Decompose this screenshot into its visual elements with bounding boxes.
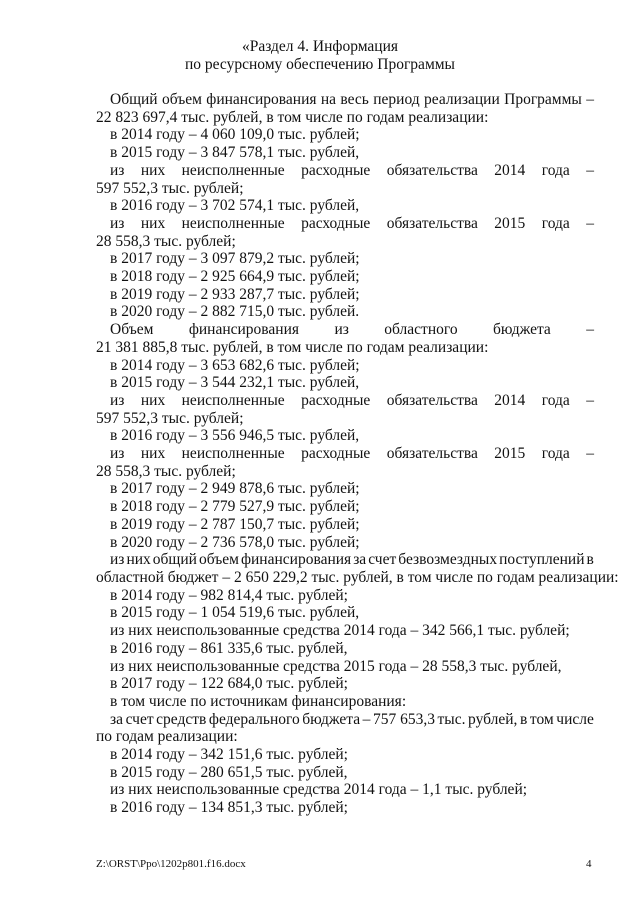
- word: за: [110, 710, 124, 728]
- word: 2015: [494, 214, 526, 232]
- word: неисполненные: [181, 445, 285, 463]
- word: бюджета: [493, 321, 551, 339]
- word: –: [586, 161, 594, 179]
- word: в: [586, 551, 594, 569]
- word: поступлений: [499, 551, 585, 569]
- word: рублей,: [468, 710, 518, 728]
- word: реализации: [424, 91, 500, 108]
- text-line: в 2014 году – 342 151,6 тыс. рублей;: [110, 746, 348, 764]
- word: обязательства: [386, 214, 478, 232]
- word: расходные: [301, 391, 371, 409]
- text-line: в 2014 году – 982 814,4 тыс. рублей;: [110, 586, 348, 604]
- word: 2014: [494, 391, 526, 409]
- text-line: в 2017 году – 2 949 878,6 тыс. рублей;: [110, 480, 360, 498]
- word: обязательства: [386, 445, 478, 463]
- word: финансирования: [240, 551, 352, 569]
- word: финансирования: [206, 91, 317, 108]
- word: неисполненные: [181, 214, 285, 232]
- word: –: [586, 91, 594, 108]
- word: –: [586, 214, 594, 232]
- footer-page-number: 4: [586, 858, 592, 870]
- text-line: областной бюджет – 2 650 229,2 тыс. рублей, в том числе по годам реализации:: [96, 568, 619, 586]
- text-line: [96, 215, 594, 233]
- text-line: в 2016 году – 861 335,6 тыс. рублей,: [110, 639, 348, 657]
- word: них: [140, 391, 166, 409]
- word: них: [140, 214, 166, 232]
- word: расходные: [301, 445, 371, 463]
- word: –: [586, 445, 594, 463]
- word: общий: [152, 551, 197, 569]
- text-line: в 2017 году – 122 684,0 тыс. рублей;: [110, 675, 348, 693]
- word: в: [520, 710, 528, 728]
- text-line: 21 381 885,8 тыс. рублей, в том числе по годам реализации:: [96, 338, 489, 356]
- word: года: [541, 214, 570, 232]
- word: из: [110, 214, 125, 232]
- text-line: в том числе по источникам финансирования:: [110, 692, 407, 710]
- word: Программы: [504, 91, 582, 108]
- text-line: в 2018 году – 2 925 664,9 тыс. рублей;: [110, 268, 360, 286]
- word: числе: [556, 710, 594, 728]
- text-line: [96, 551, 594, 569]
- text-line: из них неиспользованные средства 2015 года – 28 558,3 тыс. рублей,: [110, 657, 562, 675]
- word: неисполненные: [181, 161, 285, 179]
- section-title-line-1: «Раздел 4. Информация: [241, 38, 399, 55]
- text-line: из них неиспользованные средства 2014 года – 342 566,1 тыс. рублей;: [110, 622, 570, 640]
- text-line: 22 823 697,4 тыс. рублей, в том числе по годам реализации:: [96, 108, 489, 126]
- text-line: в 2015 году – 3 544 232,1 тыс. рублей,: [110, 374, 360, 392]
- word: –: [362, 710, 371, 728]
- text-line: в 2020 году – 2 882 715,0 тыс. рублей.: [110, 303, 360, 321]
- text-line: из них неиспользованные средства 2014 года – 1,1 тыс. рублей;: [110, 781, 528, 799]
- document-body: [96, 91, 619, 817]
- word: из: [110, 445, 125, 463]
- word: из: [110, 551, 125, 569]
- text-line: в 2019 году – 2 933 287,7 тыс. рублей;: [110, 285, 360, 303]
- word: расходные: [301, 214, 371, 232]
- text-line: в 2016 году – 134 851,3 тыс. рублей;: [110, 799, 348, 817]
- word: счет: [368, 551, 397, 569]
- word: обязательства: [386, 391, 478, 409]
- text-line: [96, 321, 594, 339]
- word: –: [586, 391, 594, 409]
- word: года: [541, 445, 570, 463]
- word: том: [529, 710, 554, 728]
- word: безвозмездных: [398, 551, 498, 569]
- text-line: [96, 91, 594, 109]
- word: обязательства: [386, 161, 478, 179]
- text-line: в 2020 году – 2 736 578,0 тыс. рублей;: [110, 533, 360, 551]
- word: объем: [161, 91, 202, 108]
- word: неисполненные: [181, 391, 285, 409]
- text-line: в 2016 году – 3 556 946,5 тыс. рублей,: [110, 427, 360, 445]
- word: Общий: [110, 91, 158, 108]
- word: 2014: [494, 161, 526, 179]
- text-line: в 2018 году – 2 779 527,9 тыс. рублей;: [110, 498, 360, 516]
- word: период: [373, 91, 420, 108]
- word: финансирования: [188, 321, 300, 339]
- footer-file-path: Z:\ORST\Ppo\1202p801.f16.docx: [96, 858, 246, 870]
- text-line: в 2014 году – 4 060 109,0 тыс. рублей;: [110, 126, 360, 144]
- text-line: в 2017 году – 3 097 879,2 тыс. рублей;: [110, 250, 360, 268]
- word: –: [586, 321, 594, 339]
- word: за: [353, 551, 367, 569]
- section-title: [0, 38, 640, 74]
- word: из: [110, 161, 125, 179]
- text-line: в 2014 году – 3 653 682,6 тыс. рублей;: [110, 356, 360, 374]
- text-line: в 2015 году – 3 847 578,1 тыс. рублей,: [110, 144, 360, 162]
- word: федерального: [208, 710, 300, 728]
- word: средств: [156, 710, 207, 728]
- word: объем: [198, 551, 239, 569]
- word: весь: [340, 91, 369, 108]
- text-line: в 2015 году – 1 054 519,6 тыс. рублей,: [110, 604, 360, 622]
- word: на: [320, 91, 337, 108]
- text-line: [96, 392, 594, 410]
- text-line: [96, 445, 594, 463]
- word: бюджета: [302, 710, 361, 728]
- word: них: [140, 445, 166, 463]
- word: областного: [384, 321, 458, 339]
- text-line: 28 558,3 тыс. рублей;: [96, 232, 236, 250]
- word: 757 653,3: [372, 710, 435, 728]
- word: Объем: [110, 321, 154, 339]
- text-line: по годам реализации:: [96, 728, 238, 746]
- word: них: [140, 161, 166, 179]
- text-line: [96, 162, 594, 180]
- text-line: в 2019 году – 2 787 150,7 тыс. рублей;: [110, 515, 360, 533]
- word: года: [541, 161, 570, 179]
- section-title-line-2: по ресурсному обеспечению Программы: [185, 56, 455, 73]
- word: них: [126, 551, 151, 569]
- text-line: 597 552,3 тыс. рублей;: [96, 179, 244, 197]
- text-line: 28 558,3 тыс. рублей;: [96, 462, 236, 480]
- word: года: [541, 391, 570, 409]
- word: 2015: [494, 445, 526, 463]
- word: тыс.: [437, 710, 466, 728]
- word: из: [334, 321, 349, 339]
- text-line: [96, 711, 594, 729]
- word: из: [110, 391, 125, 409]
- word: расходные: [301, 161, 371, 179]
- text-line: в 2016 году – 3 702 574,1 тыс. рублей,: [110, 197, 360, 215]
- text-line: в 2015 году – 280 651,5 тыс. рублей,: [110, 763, 348, 781]
- text-line: 597 552,3 тыс. рублей;: [96, 409, 244, 427]
- word: счет: [125, 710, 154, 728]
